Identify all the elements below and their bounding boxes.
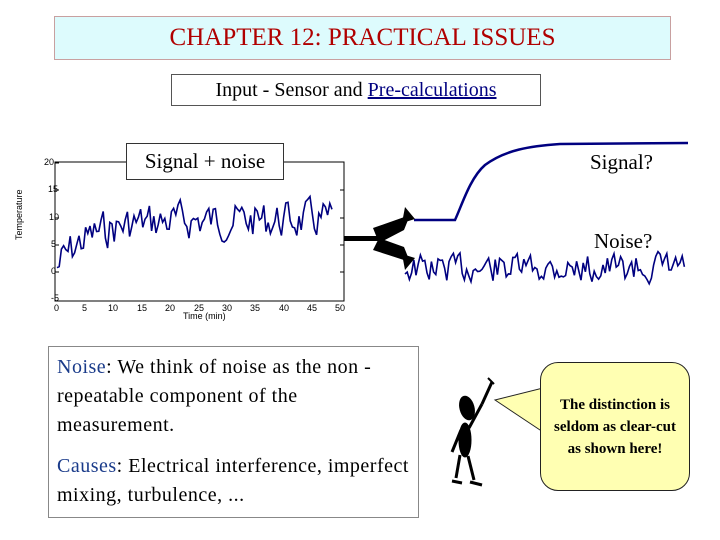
noise-trace bbox=[405, 252, 684, 284]
slide-title-text: CHAPTER 12: PRACTICAL ISSUES bbox=[169, 24, 556, 51]
stick-figure-icon bbox=[452, 378, 494, 485]
plot-label bbox=[126, 143, 284, 180]
x-tick-label: 15 bbox=[137, 303, 148, 313]
subtitle-link-text: Pre-calculations bbox=[367, 78, 497, 101]
x-axis-label: Time (min) bbox=[183, 311, 226, 321]
x-tick-label: 0 bbox=[54, 303, 60, 313]
y-tick-label: -5 bbox=[51, 293, 60, 303]
y-tick-label: 10 bbox=[49, 212, 60, 222]
x-tick-label: 40 bbox=[279, 303, 290, 313]
callout-text: The distinction is seldom as clear-cut as shown here! bbox=[554, 396, 676, 457]
plot-label-text: Signal + noise bbox=[144, 149, 266, 173]
causes-keyword: Causes bbox=[57, 455, 117, 477]
noise-definition bbox=[57, 353, 410, 440]
x-tick-label: 45 bbox=[307, 303, 318, 313]
y-tick-label: 20 bbox=[44, 157, 55, 167]
y-tick-label: 5 bbox=[51, 239, 57, 249]
callout-bubble bbox=[540, 362, 690, 491]
y-tick-label: 15 bbox=[48, 184, 59, 194]
callout-tail bbox=[495, 388, 543, 432]
x-tick-label: 10 bbox=[108, 303, 119, 313]
noise-keyword: Noise bbox=[57, 356, 107, 378]
noise-definition-box bbox=[48, 346, 419, 518]
y-tick-label: 0 bbox=[51, 266, 57, 276]
noise-definition-text: : We think of noise as the non -repeatable component of the measurement. bbox=[57, 356, 372, 436]
x-tick-label: 20 bbox=[165, 303, 176, 313]
causes-text: : Electrical interference, imperfect mixing, turbulence, ... bbox=[57, 455, 409, 506]
x-tick-label: 35 bbox=[250, 303, 261, 313]
x-tick-label: 5 bbox=[82, 303, 88, 313]
y-axis-label: Temperature bbox=[14, 189, 24, 240]
x-tick-label: 30 bbox=[222, 303, 233, 313]
x-tick-label: 50 bbox=[335, 303, 346, 313]
subtitle-text: Input - Sensor and bbox=[215, 78, 363, 101]
noise-question-label: Noise? bbox=[594, 229, 653, 253]
split-arrow bbox=[344, 207, 415, 270]
causes-definition bbox=[57, 452, 410, 510]
signal-question-label: Signal? bbox=[590, 150, 653, 174]
signal-noise-trace bbox=[57, 197, 332, 268]
x-tick-label: 25 bbox=[194, 303, 205, 313]
